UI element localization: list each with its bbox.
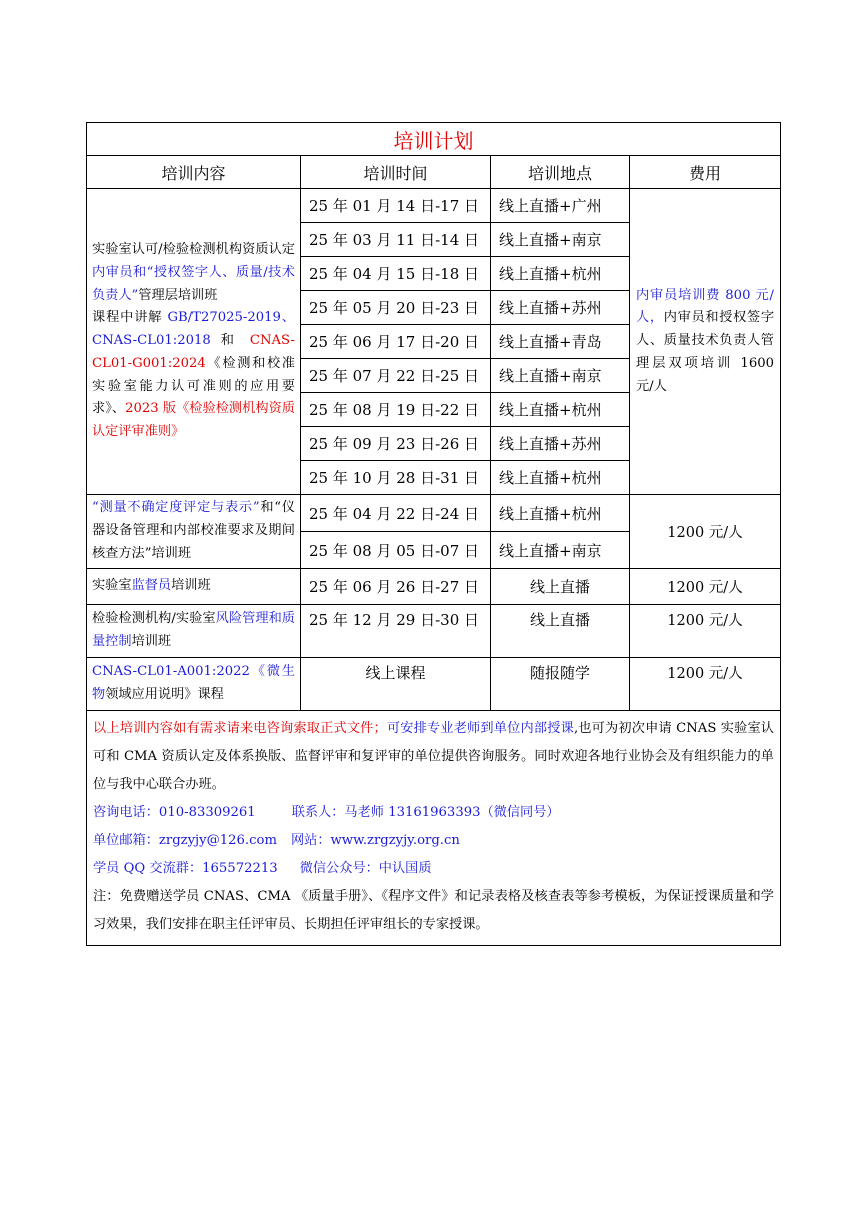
notes-intro-blue: 可安排专业老师到单位内部授课 (386, 721, 574, 736)
session-date: 25 年 08 月 05 日-07 日 (301, 532, 491, 569)
session-location: 线上直播+南京 (491, 359, 630, 393)
session-location: 线上直播 (491, 605, 630, 658)
course1-highlight: 内审员和“授权签字人、质量/技术负责人” (92, 264, 295, 303)
notes-intro (93, 715, 774, 799)
qq-line (93, 855, 774, 883)
header-location: 培训地点 (491, 156, 630, 189)
course1-text: 课程中讲解 (92, 310, 168, 326)
course5-fee: 1200 元/人 (630, 658, 781, 711)
course3-text: 实验室 (92, 578, 132, 594)
session-location: 线上直播+苏州 (491, 427, 630, 461)
course1-text: 实验室认可/检验检测机构资质认定 (92, 241, 295, 257)
course3-text: 培训班 (171, 578, 211, 594)
contact-person-text: 联系人：马老师 13161963393（微信同号） (291, 805, 560, 820)
email-line (93, 827, 774, 855)
session-location: 线上直播+杭州 (491, 495, 630, 532)
session-date: 25 年 12 月 29 日-30 日 (301, 605, 491, 658)
session-location: 线上直播+南京 (491, 223, 630, 257)
course3-highlight: 监督员 (131, 578, 172, 594)
contact-line (93, 799, 774, 827)
session-location: 线上直播+青岛 (491, 325, 630, 359)
session-date: 25 年 06 月 26 日-27 日 (301, 569, 491, 605)
training-plan-table (86, 122, 781, 946)
course1-fee-auditor: 内审员培训费 800 元/人， (636, 287, 774, 326)
session-date: 25 年 03 月 11 日-14 日 (301, 223, 491, 257)
course3-content (87, 569, 301, 605)
table-title: 培训计划 (87, 123, 781, 156)
course2-text: 和“仪器设备管理和内部校准要求及期间核查方法”培训班 (92, 500, 295, 561)
course1-text: 《检测和校准实验室能力认可准则的应用要求》、 (92, 355, 295, 417)
notes-intro-text: ,也可为初次申请 CNAS 实验室认可和 CMA 资质认定及体系换版、监督评审和复评审的单位提供咨询服务。同时欢迎各地行业协会及有组织能力的单位与我中心联合办班。 (93, 721, 774, 792)
course1-text: 和 (210, 333, 250, 349)
session-date: 25 年 04 月 22 日-24 日 (301, 495, 491, 532)
course4-text: 培训班 (131, 634, 172, 649)
wechat-text: 微信公众号：中认国质 (299, 861, 432, 876)
phone-text: 咨询电话：010-83309261 (93, 805, 256, 820)
session-location: 线上直播+苏州 (491, 291, 630, 325)
header-fee: 费用 (630, 156, 781, 189)
course3-fee: 1200 元/人 (630, 569, 781, 605)
course4-content (87, 605, 301, 658)
course1-standard-red: CNAS-CL01-G001:2024 (92, 333, 295, 371)
session-date: 25 年 09 月 23 日-26 日 (301, 427, 491, 461)
session-date: 25 年 07 月 22 日-25 日 (301, 359, 491, 393)
session-date: 25 年 06 月 17 日-20 日 (301, 325, 491, 359)
course1-content (87, 189, 301, 495)
course4-fee: 1200 元/人 (630, 605, 781, 658)
course5-text: 领域应用说明》课程 (105, 687, 224, 702)
notes-section (87, 711, 781, 946)
session-location: 线上直播+杭州 (491, 461, 630, 495)
session-location: 线上直播+广州 (491, 189, 630, 223)
session-location: 线上直播 (491, 569, 630, 605)
session-location: 线上直播+南京 (491, 532, 630, 569)
email-text: 单位邮箱：zrgzyjy@126.com (93, 833, 277, 848)
header-content: 培训内容 (87, 156, 301, 189)
course5-content (87, 658, 301, 711)
course1-standard-red: 2023 版《检验检测机构资质认定评审准则》 (92, 401, 295, 440)
session-date: 线上课程 (301, 658, 491, 711)
notes-intro-red: 以上培训内容如有需求请来电咨询索取正式文件； (93, 721, 387, 736)
course1-fee-combined: 内审员和授权签字人、质量技术负责人管理层双项培训 1600 元/人 (636, 310, 775, 394)
session-date: 25 年 01 月 14 日-17 日 (301, 189, 491, 223)
course4-text: 检验检测机构/实验室 (92, 611, 216, 627)
course5-highlight: CNAS-CL01-A001:2022《微生物 (92, 664, 295, 702)
course1-fee (630, 189, 781, 495)
course2-highlight: “测量不确定度评定与表示” (92, 500, 260, 516)
session-date: 25 年 05 月 20 日-23 日 (301, 291, 491, 325)
session-location: 线上直播+杭州 (491, 257, 630, 291)
website-text: 网站：www.zrgzyjy.org.cn (290, 833, 460, 848)
course1-text: 管理层培训班 (138, 287, 218, 303)
session-date: 25 年 10 月 28 日-31 日 (301, 461, 491, 495)
qq-text: 学员 QQ 交流群：165572213 (93, 861, 278, 876)
course2-fee: 1200 元/人 (630, 495, 781, 569)
session-date: 25 年 04 月 15 日-18 日 (301, 257, 491, 291)
remark-text: 注：免费赠送学员 CNAS、CMA 《质量手册》、《程序文件》和记录表格及核查表等参考模板，为保证授课质量和学习效果，我们安排在职主任评审员、长期担任评审组长的专家授课。 (93, 889, 774, 932)
session-location: 随报随学 (491, 658, 630, 711)
course1-standards: GB/T27025-2019、CNAS-CL01:2018 (92, 310, 295, 349)
header-time: 培训时间 (301, 156, 491, 189)
course4-highlight: 风险管理和质量控制 (92, 611, 295, 649)
session-location: 线上直播+杭州 (491, 393, 630, 427)
session-date: 25 年 08 月 19 日-22 日 (301, 393, 491, 427)
course2-content (87, 495, 301, 569)
